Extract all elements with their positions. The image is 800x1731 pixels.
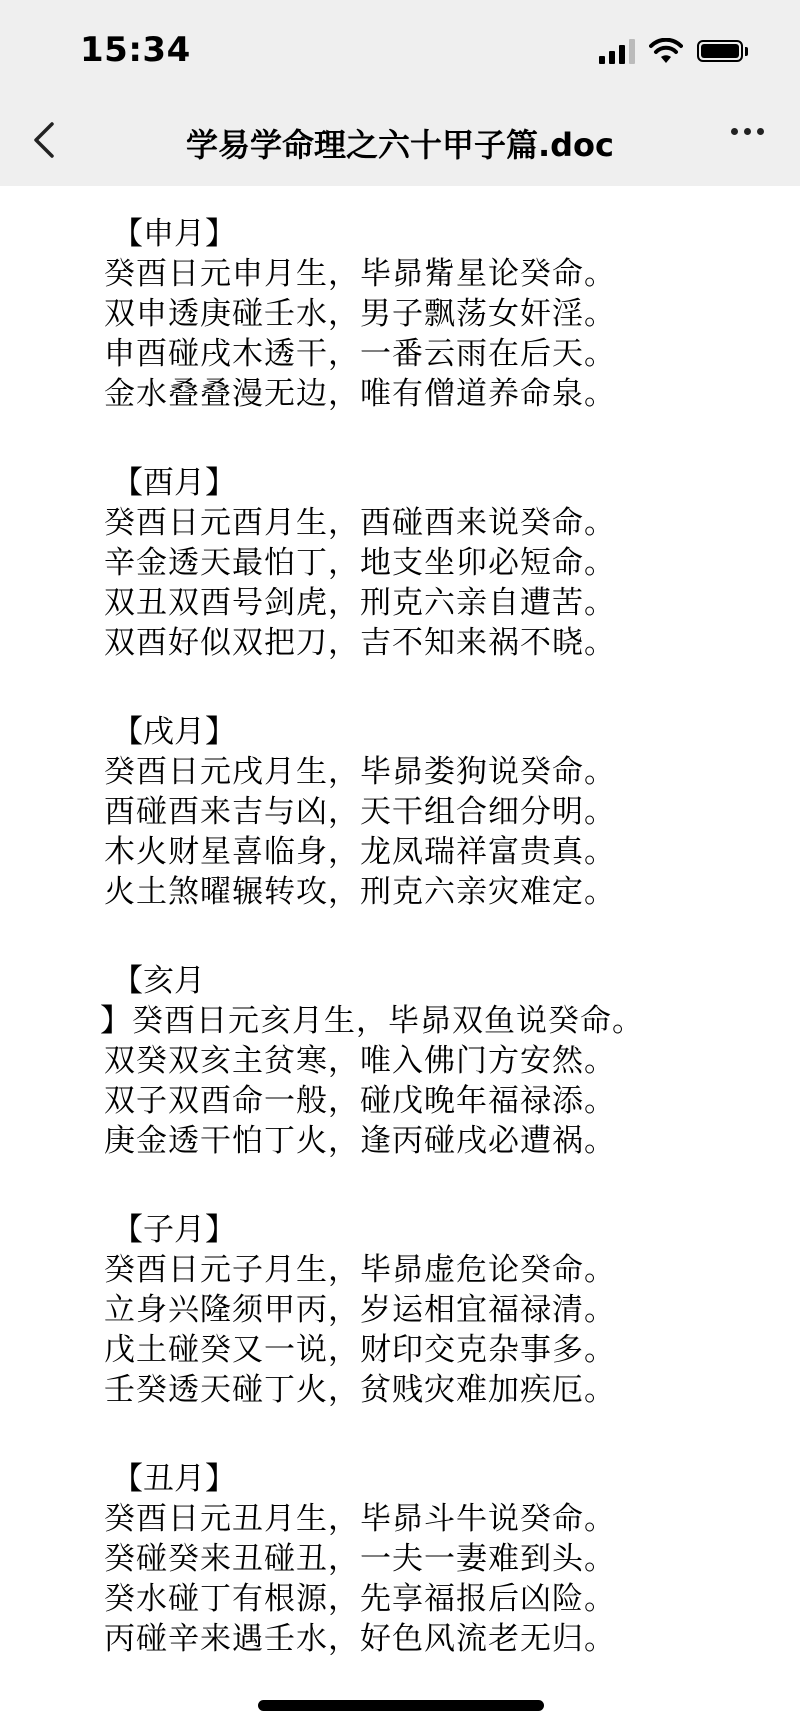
section-header: 【酉月】 xyxy=(112,465,236,501)
verse-line: 金水叠叠漫无边，唯有僧道养命泉。 xyxy=(104,376,616,412)
verse-line: 双申透庚碰壬水，男子飘荡女奸淫。 xyxy=(104,296,616,332)
verse-line: 癸水碰丁有根源，先享福报后凶险。 xyxy=(104,1581,616,1617)
status-time: 15:34 xyxy=(80,30,191,70)
verse-line: 申酉碰戌木透干，一番云雨在后天。 xyxy=(104,336,616,372)
verse-line: 庚金透干怕丁火，逢丙碰戌必遭祸。 xyxy=(104,1123,616,1159)
section-header: 【申月】 xyxy=(112,216,236,252)
verse-line: 火土煞曜辗转攻，刑克六亲灾难定。 xyxy=(104,874,616,910)
verse-section-zi xyxy=(104,1210,764,1410)
verse-line: 双癸双亥主贫寒，唯入佛门方安然。 xyxy=(104,1043,616,1079)
verse-section-chou xyxy=(104,1459,764,1659)
more-options-icon[interactable] xyxy=(731,128,764,135)
verse-line: 酉碰酉来吉与凶，天干组合细分明。 xyxy=(104,794,616,830)
section-header: 【亥月 xyxy=(112,963,205,999)
document-title: 学易学命理之六十甲子篇.doc xyxy=(185,126,615,164)
section-header: 【子月】 xyxy=(112,1212,236,1248)
verse-line: 癸酉日元子月生，毕昴虚危论癸命。 xyxy=(104,1252,616,1288)
verse-line: 癸酉日元酉月生，酉碰酉来说癸命。 xyxy=(104,505,616,541)
verse-line: 丙碰辛来遇壬水，好色风流老无归。 xyxy=(104,1621,616,1657)
verse-section-you xyxy=(104,463,764,663)
top-bar xyxy=(0,0,800,186)
verse-section-hai xyxy=(100,961,764,1161)
verse-line: 】癸酉日元亥月生，毕昴双鱼说癸命。 xyxy=(100,1003,644,1039)
verse-section-xu xyxy=(104,712,764,912)
verse-line: 癸酉日元申月生，毕昴觜星论癸命。 xyxy=(104,256,616,292)
battery-icon xyxy=(697,40,748,62)
verse-line: 戊土碰癸又一说，财印交克杂事多。 xyxy=(104,1332,616,1368)
document-body xyxy=(0,186,800,1731)
section-header: 【丑月】 xyxy=(112,1461,236,1497)
cellular-signal-icon xyxy=(599,38,635,64)
verse-line: 癸酉日元戌月生，毕昴娄狗说癸命。 xyxy=(104,754,616,790)
home-indicator[interactable] xyxy=(258,1700,544,1711)
verse-line: 双酉好似双把刀，吉不知来祸不晓。 xyxy=(104,625,616,661)
verse-line: 辛金透天最怕丁，地支坐卯必短命。 xyxy=(104,545,616,581)
section-header: 【戌月】 xyxy=(112,714,236,750)
verse-line: 双丑双酉号剑虎，刑克六亲自遭苦。 xyxy=(104,585,616,621)
wifi-icon xyxy=(649,38,683,64)
verse-line: 壬癸透天碰丁火，贫贱灾难加疾厄。 xyxy=(104,1372,616,1408)
status-icons xyxy=(599,38,748,64)
verse-line: 立身兴隆须甲丙，岁运相宜福禄清。 xyxy=(104,1292,616,1328)
verse-line: 癸碰癸来丑碰丑，一夫一妻难到头。 xyxy=(104,1541,616,1577)
verse-section-shen xyxy=(104,214,764,414)
verse-line: 癸酉日元丑月生，毕昴斗牛说癸命。 xyxy=(104,1501,616,1537)
verse-line: 木火财星喜临身，龙凤瑞祥富贵真。 xyxy=(104,834,616,870)
verse-line: 双子双酉命一般，碰戊晚年福禄添。 xyxy=(104,1083,616,1119)
